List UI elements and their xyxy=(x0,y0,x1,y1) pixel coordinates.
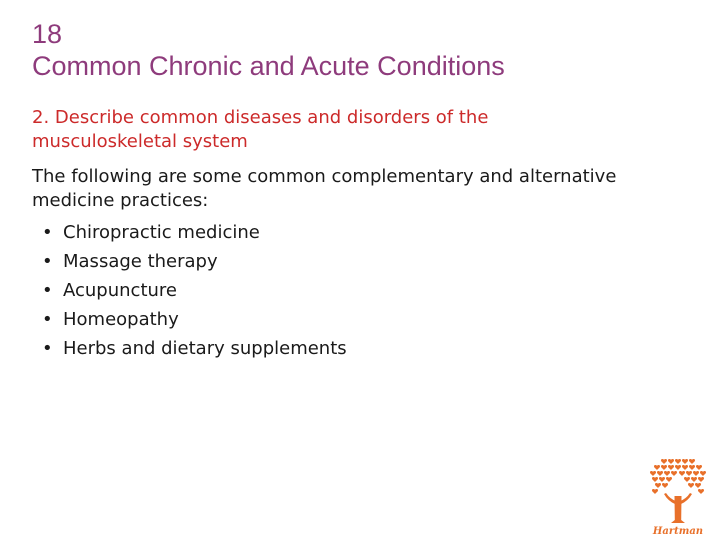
intro-text xyxy=(32,165,692,213)
heart-icon xyxy=(661,459,667,464)
tree-branch-right xyxy=(680,493,692,504)
heart-icon xyxy=(671,471,677,476)
list-item xyxy=(32,305,692,334)
heart-icon xyxy=(652,489,658,494)
heart-icon xyxy=(689,459,695,464)
tree-branch-left xyxy=(664,493,676,504)
heart-icon xyxy=(668,459,674,464)
list-item-label: Herbs and dietary supplements xyxy=(63,338,347,359)
heart-icon xyxy=(695,483,701,488)
heart-icon xyxy=(682,465,688,470)
list-item xyxy=(32,334,692,363)
list-item-label: Massage therapy xyxy=(63,251,218,272)
list-item xyxy=(32,276,692,305)
heart-icon xyxy=(657,471,663,476)
heart-icon xyxy=(679,471,685,476)
heart-icon xyxy=(655,483,661,488)
bullet-icon: • xyxy=(42,338,53,359)
bullet-icon: • xyxy=(42,222,53,243)
intro-line-1: The following are some common complementary and alternative xyxy=(32,166,617,187)
slide-header xyxy=(32,18,505,82)
heart-icon xyxy=(650,471,656,476)
heart-cluster xyxy=(650,459,706,494)
subtitle-line-2: musculoskeletal system xyxy=(32,131,248,152)
list-item-label: Homeopathy xyxy=(63,309,179,330)
heart-icon xyxy=(682,459,688,464)
heart-icon xyxy=(698,489,704,494)
chapter-title: Common Chronic and Acute Conditions xyxy=(32,51,505,81)
chapter-number: 18 xyxy=(32,19,63,49)
slide-subtitle xyxy=(32,106,672,154)
heart-icon xyxy=(693,471,699,476)
list-item-label: Acupuncture xyxy=(63,280,177,301)
heart-icon xyxy=(689,465,695,470)
heart-icon xyxy=(652,477,658,482)
heart-icon xyxy=(661,465,667,470)
heart-icon xyxy=(662,483,668,488)
heart-icon xyxy=(696,465,702,470)
bullet-icon: • xyxy=(42,251,53,272)
heart-tree-logo-icon xyxy=(640,456,716,536)
slide-body xyxy=(32,165,692,363)
list-item xyxy=(32,247,692,276)
heart-icon xyxy=(666,477,672,482)
heart-icon xyxy=(684,477,690,482)
heart-icon xyxy=(659,477,665,482)
heart-icon xyxy=(675,465,681,470)
heart-icon xyxy=(686,471,692,476)
heart-icon xyxy=(700,471,706,476)
subtitle-line-1: 2. Describe common diseases and disorders of the xyxy=(32,107,489,128)
logo-wordmark: Hartman xyxy=(652,526,704,536)
heart-icon xyxy=(698,477,704,482)
heart-icon xyxy=(668,465,674,470)
heart-icon xyxy=(664,471,670,476)
heart-icon xyxy=(691,477,697,482)
list-item xyxy=(32,218,692,247)
heart-icon xyxy=(675,459,681,464)
list-item-label: Chiropractic medicine xyxy=(63,222,260,243)
bullet-icon: • xyxy=(42,280,53,301)
heart-icon xyxy=(654,465,660,470)
intro-line-2: medicine practices: xyxy=(32,190,209,211)
practice-list xyxy=(32,218,692,363)
bullet-icon: • xyxy=(42,309,53,330)
heart-icon xyxy=(688,483,694,488)
